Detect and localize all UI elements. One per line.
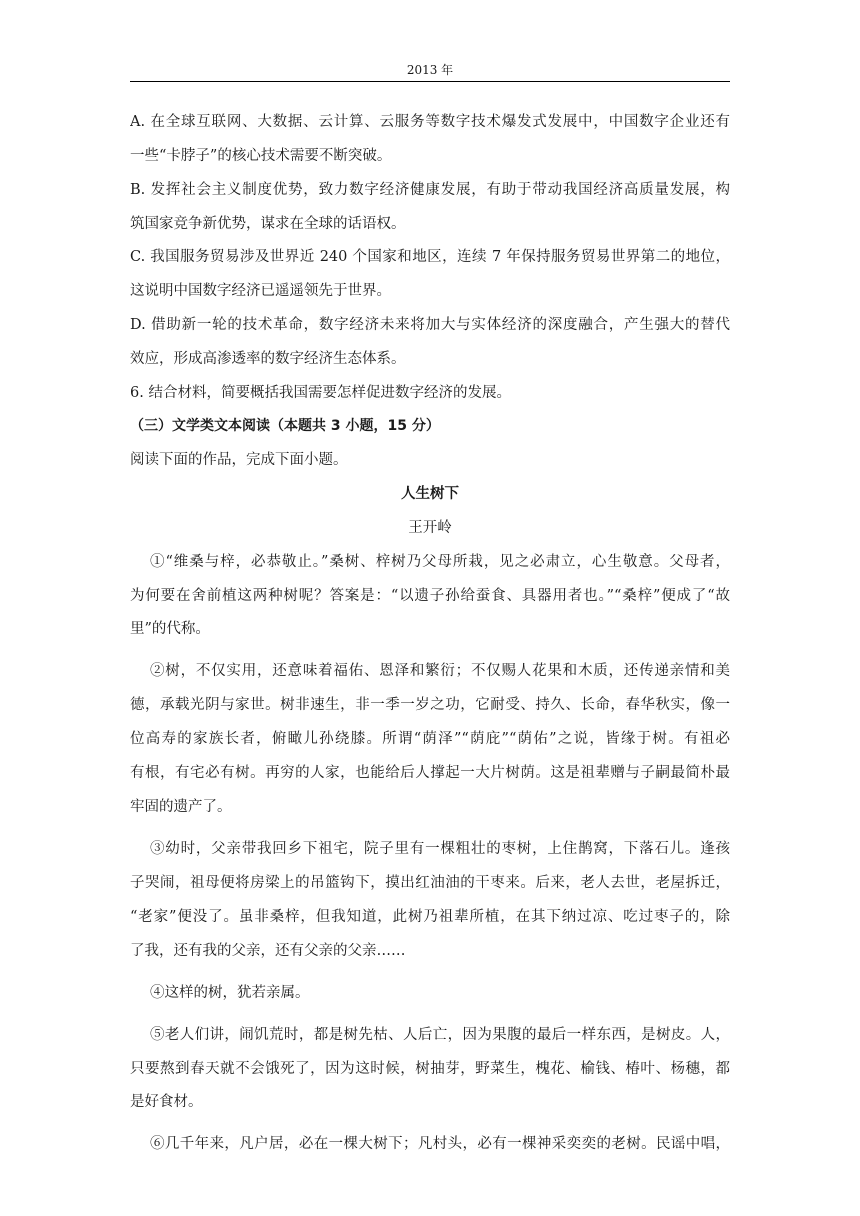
- article-title: 人生树下: [401, 486, 459, 502]
- option-a-line-1: A. 在全球互联网、大数据、云计算、云服务等数字技术爆发式发展中，中国数字企业还有: [130, 114, 730, 130]
- paragraph-2-line-5: 牢固的遗产了。: [130, 799, 232, 815]
- paragraph-5-line-1: ⑤老人们讲，闹饥荒时，都是树先枯、人后亡，因为果腹的最后一样东西，是树皮。人，: [150, 1027, 730, 1043]
- paragraph-2-line-3: 位高寿的家族长者，俯瞰儿孙绕膝。所谓“荫泽”“荫庇”“荫佑”之说，皆缘于树。有祖必: [130, 731, 730, 747]
- paragraph-1-line-3: 里”的代称。: [130, 621, 210, 637]
- option-a-line-2: 一些“卡脖子”的核心技术需要不断突破。: [130, 148, 392, 164]
- page-header: 2013 年: [406, 63, 454, 77]
- paragraph-3-line-1: ③幼时，父亲带我回乡下祖宅，院子里有一棵粗壮的枣树，上住鹊窝，下落石儿。逢孩: [150, 841, 730, 857]
- paragraph-6-line-1: ⑥几千年来，凡户居，必在一棵大树下；凡村头，必有一棵神采奕奕的老树。民谣中唱，: [150, 1136, 730, 1152]
- paragraph-5-line-3: 是好食材。: [130, 1094, 203, 1110]
- option-c-line-2: 这说明中国数字经济已遥遥领先于世界。: [130, 283, 391, 299]
- section-instruction: 阅读下面的作品，完成下面小题。: [130, 452, 348, 468]
- question-6: 6. 结合材料，简要概括我国需要怎样促进数字经济的发展。: [130, 385, 511, 401]
- paragraph-2-line-4: 有根，有宅必有树。再穷的人家，也能给后人撑起一大片树荫。这是祖辈赠与子嗣最简朴最: [130, 765, 730, 781]
- paragraph-2-line-2: 德，承载光阴与家世。树非速生，非一季一岁之功，它耐受、持久、长命，春华秋实，像一: [130, 697, 730, 713]
- option-c-line-1: C. 我国服务贸易涉及世界近 240 个国家和地区，连续 7 年保持服务贸易世界第二的地位，: [130, 249, 730, 265]
- paragraph-1-line-2: 为何要在舍前植这两种树呢？答案是：“以遗子孙给蚕食、具器用者也。”“桑梓”便成了“故: [130, 588, 730, 604]
- paragraph-2-line-1: ②树，不仅实用，还意味着福佑、恩泽和繁衍；不仅赐人花果和木质，还传递亲情和美: [150, 663, 730, 679]
- section-heading: （三）文学类文本阅读（本题共 3 小题，15 分）: [130, 418, 440, 434]
- option-d-line-2: 效应，形成高渗透率的数字经济生态体系。: [130, 351, 406, 367]
- option-b-line-2: 筑国家竞争新优势，谋求在全球的话语权。: [130, 216, 406, 232]
- paragraph-4-line-1: ④这样的树，犹若亲属。: [150, 985, 310, 1001]
- option-b-line-1: B. 发挥社会主义制度优势，致力数字经济健康发展，有助于带动我国经济高质量发展，构: [130, 182, 730, 198]
- header-divider: [130, 81, 730, 82]
- article-author: 王开岭: [408, 520, 452, 536]
- paragraph-5-line-2: 只要熬到春天就不会饿死了，因为这时候，树抽芽，野菜生，槐花、榆钱、椿叶、杨穗，都: [130, 1061, 730, 1077]
- paragraph-3-line-4: 了我，还有我的父亲，还有父亲的父亲……: [130, 943, 406, 959]
- option-d-line-1: D. 借助新一轮的技术革命，数字经济未来将加大与实体经济的深度融合，产生强大的替代: [130, 317, 730, 333]
- paragraph-3-line-3: “老家”便没了。虽非桑梓，但我知道，此树乃祖辈所植，在其下纳过凉、吃过枣子的，除: [130, 909, 730, 925]
- paragraph-1-line-1: ①“维桑与梓，必恭敬止。”桑树、梓树乃父母所栽，见之必肃立，心生敬意。父母者，: [150, 554, 730, 570]
- paragraph-3-line-2: 子哭闹，祖母便将房梁上的吊篮钩下，摸出红油油的干枣来。后来，老人去世，老屋拆迁，: [130, 875, 730, 891]
